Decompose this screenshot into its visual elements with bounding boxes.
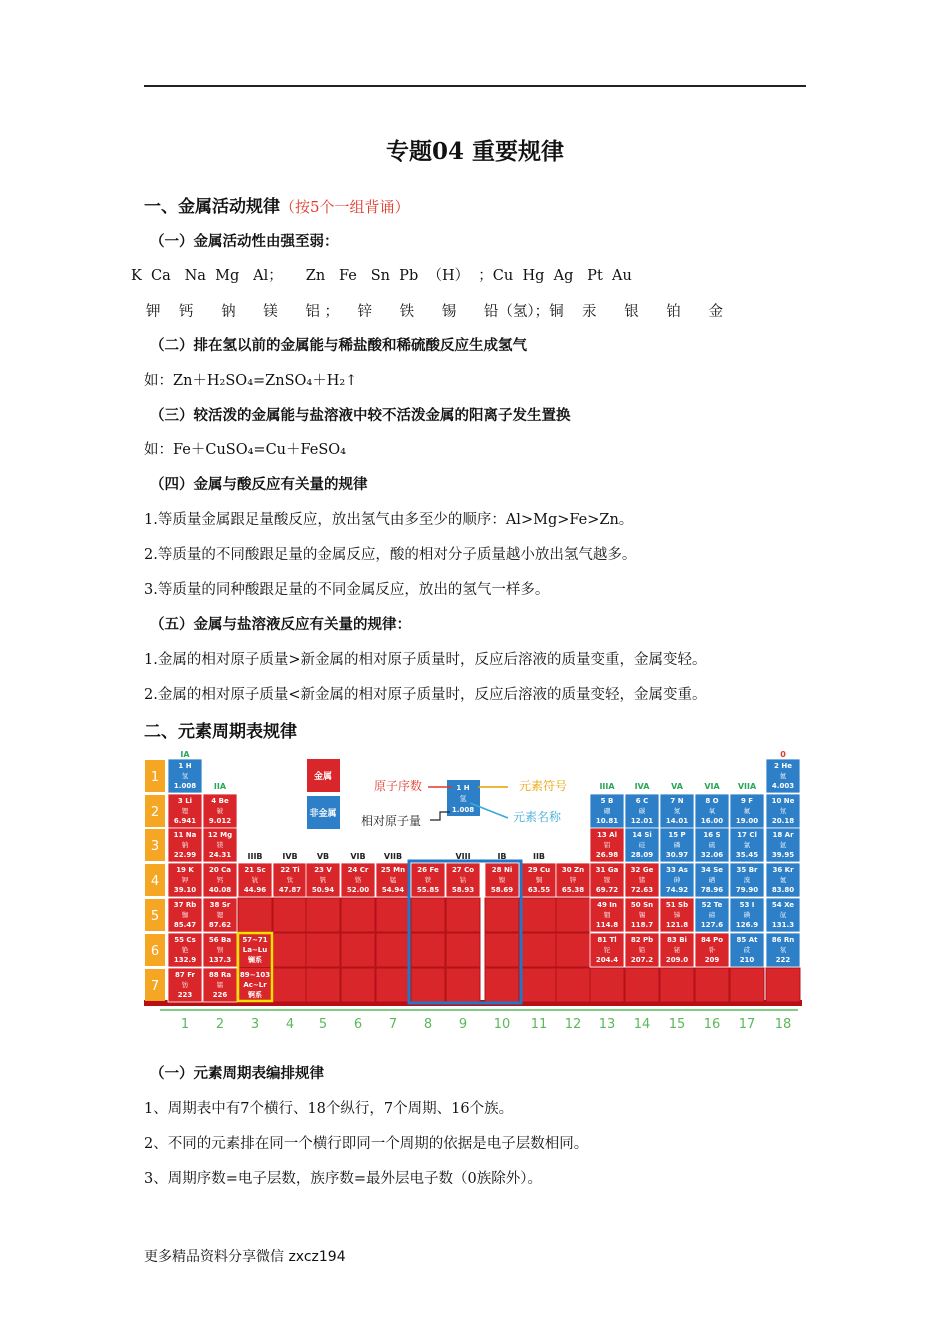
element-symbol: 7 N — [670, 797, 684, 805]
element-name: 硅 — [638, 841, 646, 849]
period-label: 6 — [150, 944, 160, 959]
element-symbol: 51 Sb — [665, 901, 689, 909]
element-mass: 137.3 — [208, 956, 232, 964]
element-symbol: 16 S — [703, 831, 721, 839]
empty-cell — [660, 968, 694, 1002]
column-number: 14 — [633, 1017, 651, 1032]
element-name: 钛 — [286, 876, 294, 884]
element-symbol: 27 Co — [451, 866, 475, 874]
element-mass: 121.8 — [665, 921, 689, 929]
column-number: 1 — [180, 1017, 190, 1032]
column-number: 10 — [493, 1017, 511, 1032]
column-number: 18 — [774, 1017, 792, 1032]
element-name: 镁 — [216, 841, 224, 849]
empty-cell — [341, 933, 375, 967]
period-label: 5 — [150, 909, 160, 924]
period-label: 4 — [150, 874, 160, 889]
column-number: 5 — [318, 1017, 328, 1032]
empty-cell — [625, 968, 659, 1002]
column-number: 6 — [353, 1017, 363, 1032]
element-symbol: 6 C — [635, 797, 649, 805]
column-number: 7 — [388, 1017, 398, 1032]
element-mass: 209 — [704, 956, 720, 964]
element-mass: 204.4 — [595, 956, 619, 964]
element-mass: 44.96 — [243, 886, 267, 894]
empty-cell — [238, 898, 272, 932]
element-mass: 65.38 — [561, 886, 585, 894]
element-mass: 22.99 — [173, 851, 197, 859]
column-number: 16 — [703, 1017, 721, 1032]
column-number: 8 — [423, 1017, 433, 1032]
element-name: 氟 — [743, 807, 751, 815]
subsection-2-1-heading: （一）元素周期表编排规律 — [150, 1065, 324, 1082]
element-mass: 54.94 — [381, 886, 405, 894]
element-mass: 74.92 — [665, 886, 689, 894]
element-symbol: 26 Fe — [417, 866, 439, 874]
element-symbol: 23 V — [314, 866, 332, 874]
empty-cell — [695, 968, 729, 1002]
subsection-4-heading: （四）金属与酸反应有关量的规律 — [150, 476, 368, 493]
element-mass: 35.45 — [735, 851, 759, 859]
empty-cell — [522, 898, 556, 932]
empty-cell — [273, 933, 307, 967]
element-name: 磷 — [673, 841, 681, 849]
column-number: 13 — [598, 1017, 616, 1032]
element-name: 钫 — [181, 981, 189, 989]
element-symbol: 32 Ge — [630, 866, 654, 874]
empty-cell — [766, 968, 800, 1002]
element-name: 铋 — [673, 946, 681, 954]
element-name: 铯 — [181, 946, 189, 954]
empty-cell — [376, 968, 410, 1002]
element-symbol: 20 Ca — [208, 866, 232, 874]
example-1: 如：Zn＋H₂SO₄=ZnSO₄＋H₂↑ — [144, 373, 358, 389]
element-name: 铷 — [181, 911, 189, 919]
group-label: 0 — [780, 750, 786, 759]
element-name: 硒 — [708, 876, 716, 884]
empty-cell — [446, 968, 480, 1002]
empty-cell — [273, 968, 307, 1002]
element-symbol: 4 Be — [211, 797, 229, 805]
column-number: 2 — [215, 1017, 225, 1032]
element-name: 硫 — [708, 841, 716, 849]
element-symbol: 85 At — [736, 936, 758, 944]
element-symbol: 31 Ga — [595, 866, 619, 874]
element-name: 铁 — [424, 876, 432, 884]
empty-cell — [522, 968, 556, 1002]
group-label: IB — [497, 852, 507, 861]
element-mass: 20.18 — [771, 817, 795, 825]
element-name: 氪 — [779, 876, 787, 884]
element-name: 铜 — [535, 876, 543, 884]
empty-cell — [446, 898, 480, 932]
list-item: 2.等质量的不同酸跟足量的金属反应，酸的相对分子质量越小放出氢气越多。 — [144, 547, 637, 563]
page-title: 专题04 重要规律 — [385, 138, 564, 165]
element-symbol: 49 In — [597, 901, 617, 909]
list-item: 2.金属的相对原子质量<新金属的相对原子质量时，反应后溶液的质量变轻，金属变重。 — [144, 687, 707, 703]
empty-cell — [306, 933, 340, 967]
element-mass: 39.10 — [173, 886, 197, 894]
element-symbol: 35 Br — [736, 866, 758, 874]
element-name: 镓 — [603, 876, 611, 884]
element-name: 钙 — [216, 876, 224, 884]
group-label: IIIA — [599, 782, 615, 791]
element-name: 碲 — [708, 911, 716, 919]
element-symbol: 10 Ne — [771, 797, 795, 805]
element-name: 钋 — [708, 946, 716, 954]
element-name: 溴 — [743, 876, 751, 884]
actinide-label: Ac~Lr — [243, 981, 267, 989]
element-name: 锑 — [673, 911, 681, 919]
element-name: 氖 — [779, 807, 787, 815]
group-label: VIII — [455, 852, 471, 861]
list-item: 1.等质量金属跟足量酸反应，放出氢气由多至少的顺序：Al>Mg>Fe>Zn。 — [144, 512, 634, 528]
element-mass: 118.7 — [630, 921, 654, 929]
element-name: 碘 — [743, 911, 751, 919]
empty-cell — [485, 898, 519, 932]
element-symbol: 25 Mn — [380, 866, 406, 874]
column-number: 4 — [285, 1017, 295, 1032]
empty-cell — [556, 968, 590, 1002]
period-label: 3 — [150, 839, 160, 854]
element-name: 氯 — [743, 841, 751, 849]
empty-cell — [411, 898, 445, 932]
element-mass: 58.69 — [490, 886, 514, 894]
element-mass: 58.93 — [451, 886, 475, 894]
element-mass: 210 — [739, 956, 755, 964]
element-symbol: 83 Bi — [667, 936, 687, 944]
list-item: 3.等质量的同种酸跟足量的不同金属反应，放出的氢气一样多。 — [144, 582, 550, 598]
element-mass: 55.85 — [416, 886, 440, 894]
column-number: 11 — [530, 1017, 548, 1032]
element-symbol: 5 B — [600, 797, 614, 805]
element-mass: 32.06 — [700, 851, 724, 859]
empty-cell — [376, 933, 410, 967]
element-mass: 114.8 — [595, 921, 619, 929]
element-name: 氧 — [708, 807, 716, 815]
element-name: 钾 — [181, 876, 189, 884]
empty-cell — [485, 968, 519, 1002]
element-name: 锶 — [216, 911, 224, 919]
element-mass: 223 — [177, 991, 193, 999]
element-symbol: 14 Si — [632, 831, 652, 839]
group-label: IIIB — [247, 852, 263, 861]
group-label: VB — [316, 852, 330, 861]
element-name: 铍 — [216, 807, 224, 815]
element-mass: 30.97 — [665, 851, 689, 859]
section-1-note: （按5个一组背诵） — [280, 198, 410, 216]
element-symbol: 17 Cl — [737, 831, 757, 839]
empty-cell — [273, 898, 307, 932]
legend-name-label: 元素名称 — [512, 810, 562, 824]
element-symbol: 21 Sc — [244, 866, 266, 874]
element-mass: 10.81 — [595, 817, 619, 825]
lanthanide-label: La~Lu — [242, 946, 268, 954]
empty-cell — [556, 933, 590, 967]
column-number: 12 — [564, 1017, 582, 1032]
element-name: 氩 — [779, 841, 787, 849]
element-name: 镍 — [498, 876, 506, 884]
element-name: 镭 — [216, 981, 224, 989]
empty-cell — [341, 898, 375, 932]
element-mass: 6.941 — [173, 817, 197, 825]
element-name: 锗 — [638, 876, 646, 884]
element-name: 锰 — [389, 876, 397, 884]
group-label: IIB — [532, 852, 546, 861]
element-symbol: 12 Mg — [207, 831, 233, 839]
element-mass: 209.0 — [665, 956, 689, 964]
group-label: IVB — [282, 852, 298, 861]
element-symbol: 56 Ba — [208, 936, 232, 944]
element-mass: 14.01 — [665, 817, 689, 825]
subsection-5-heading: （五）金属与盐溶液反应有关量的规律： — [150, 616, 411, 633]
lanthanide-label: 57~71 — [242, 936, 268, 944]
element-symbol: 24 Cr — [347, 866, 369, 874]
subsection-1-heading: （一）金属活动性由强至弱： — [150, 233, 339, 250]
element-mass: 4.003 — [771, 782, 795, 790]
actinide-label: 锕系 — [248, 991, 262, 999]
element-name: 砷 — [673, 876, 681, 884]
group-label: VA — [671, 782, 683, 791]
group-label: VIA — [704, 782, 720, 791]
period-label: 7 — [150, 979, 160, 994]
element-mass: 26.98 — [595, 851, 619, 859]
element-name: 铅 — [638, 946, 646, 954]
element-name: 铊 — [603, 946, 611, 954]
subsection-2-heading: （二）排在氢以前的金属能与稀盐酸和稀硫酸反应生成氢气 — [150, 337, 527, 354]
list-item: 3、周期序数=电子层数，族序数=最外层电子数（0族除外）。 — [144, 1171, 542, 1187]
element-symbol: 38 Sr — [209, 901, 231, 909]
group-label: VIIB — [383, 852, 403, 861]
element-mass: 12.01 — [630, 817, 654, 825]
element-mass: 131.3 — [771, 921, 795, 929]
empty-cell — [485, 933, 519, 967]
legend-sample-name: 氢 — [459, 795, 467, 803]
element-symbol: 28 Ni — [491, 866, 513, 874]
element-name: 铟 — [603, 911, 611, 919]
element-mass: 63.55 — [527, 886, 551, 894]
element-mass: 79.90 — [735, 886, 759, 894]
actinide-label: 89~103 — [239, 971, 271, 979]
empty-cell — [306, 898, 340, 932]
element-symbol: 29 Cu — [527, 866, 551, 874]
element-symbol: 52 Te — [701, 901, 723, 909]
section-2-heading: 二、元素周期表规律 — [144, 722, 297, 742]
legend-atomic-number-label: 原子序数 — [373, 779, 423, 793]
element-symbol: 1 H — [178, 762, 192, 770]
element-name: 锂 — [181, 807, 189, 815]
element-symbol: 36 Kr — [772, 866, 794, 874]
empty-cell — [341, 968, 375, 1002]
element-symbol: 8 O — [705, 797, 719, 805]
empty-cell — [556, 898, 590, 932]
element-symbol: 13 Al — [597, 831, 617, 839]
element-mass: 83.80 — [771, 886, 795, 894]
element-symbol: 2 He — [774, 762, 792, 770]
group-label: IA — [180, 750, 190, 759]
element-mass: 207.2 — [630, 956, 654, 964]
list-item: 1、周期表中有7个横行、18个纵行，7个周期、16个族。 — [144, 1101, 514, 1117]
period-label: 2 — [150, 805, 160, 820]
period-label: 1 — [150, 770, 160, 785]
element-mass: 78.96 — [700, 886, 724, 894]
element-mass: 24.31 — [208, 851, 232, 859]
element-symbol: 88 Ra — [208, 971, 232, 979]
element-mass: 69.72 — [595, 886, 619, 894]
element-name: 氮 — [673, 807, 681, 815]
element-symbol: 84 Po — [700, 936, 724, 944]
empty-cell — [411, 933, 445, 967]
list-item: 1.金属的相对原子质量>新金属的相对原子质量时，反应后溶液的质量变重，金属变轻。 — [144, 652, 707, 668]
element-name: 砹 — [743, 946, 751, 954]
legend-sample-symbol: 1 H — [456, 784, 470, 792]
empty-cell — [446, 933, 480, 967]
element-name: 钪 — [251, 876, 259, 884]
element-mass: 19.00 — [735, 817, 759, 825]
element-symbol: 30 Zn — [561, 866, 585, 874]
element-symbol: 22 Ti — [280, 866, 300, 874]
element-name: 钒 — [319, 876, 327, 884]
element-symbol: 15 P — [668, 831, 686, 839]
legend-symbol-label: 元素符号 — [518, 779, 568, 793]
element-name: 钡 — [216, 946, 224, 954]
element-symbol: 87 Fr — [175, 971, 195, 979]
element-mass: 126.9 — [735, 921, 759, 929]
element-name: 铬 — [354, 876, 362, 884]
element-symbol: 11 Na — [173, 831, 197, 839]
element-name: 铝 — [603, 841, 611, 849]
legend-sample-mass: 1.008 — [451, 806, 475, 814]
element-mass: 72.63 — [630, 886, 654, 894]
lanthanide-label: 镧系 — [248, 956, 262, 964]
column-number: 15 — [668, 1017, 686, 1032]
element-mass: 52.00 — [346, 886, 370, 894]
metal-symbols: K Ca Na Mg Al； Zn Fe Sn Pb （H） ；Cu Hg Ag Pt Au — [131, 268, 632, 284]
element-mass: 47.87 — [278, 886, 302, 894]
empty-cell — [411, 968, 445, 1002]
element-symbol: 37 Rb — [173, 901, 197, 909]
element-name: 钴 — [459, 876, 467, 884]
column-number: 9 — [458, 1017, 468, 1032]
element-symbol: 86 Rn — [771, 936, 795, 944]
element-name: 锌 — [569, 876, 577, 884]
element-name: 钠 — [181, 841, 189, 849]
element-symbol: 55 Cs — [174, 936, 196, 944]
element-symbol: 53 I — [739, 901, 755, 909]
element-mass: 127.6 — [700, 921, 724, 929]
element-name: 氦 — [779, 772, 787, 780]
element-symbol: 82 Pb — [630, 936, 654, 944]
legend-mass-label: 相对原子量 — [360, 814, 422, 828]
element-symbol: 18 Ar — [772, 831, 794, 839]
element-symbol: 54 Xe — [771, 901, 795, 909]
element-mass: 132.9 — [173, 956, 197, 964]
group-label: VIIA — [737, 782, 757, 791]
empty-cell — [730, 968, 764, 1002]
legend-nonmetal-label: 非金属 — [309, 809, 337, 819]
element-name: 氢 — [181, 772, 189, 780]
element-mass: 9.012 — [208, 817, 232, 825]
empty-cell — [376, 898, 410, 932]
empty-cell — [522, 933, 556, 967]
element-mass: 16.00 — [700, 817, 724, 825]
element-mass: 28.09 — [630, 851, 654, 859]
element-symbol: 33 As — [666, 866, 688, 874]
element-symbol: 81 Tl — [597, 936, 617, 944]
column-number: 3 — [250, 1017, 260, 1032]
empty-cell — [590, 968, 624, 1002]
group-label: IIA — [213, 782, 227, 791]
empty-cell — [306, 968, 340, 1002]
element-mass: 226 — [212, 991, 228, 999]
element-name: 氡 — [779, 946, 787, 954]
element-mass: 39.95 — [771, 851, 795, 859]
group-label: IVA — [634, 782, 650, 791]
element-symbol: 50 Sn — [630, 901, 654, 909]
element-name: 硼 — [603, 807, 611, 815]
element-symbol: 34 Se — [701, 866, 723, 874]
list-item: 2、不同的元素排在同一个横行即同一个周期的依据是电子层数相同。 — [144, 1136, 589, 1152]
example-2: 如：Fe＋CuSO₄=Cu＋FeSO₄ — [144, 442, 346, 458]
footer-text: 更多精品资料分享微信 zxcz194 — [144, 1249, 346, 1265]
element-mass: 40.08 — [208, 886, 232, 894]
element-symbol: 9 F — [740, 797, 754, 805]
element-mass: 1.008 — [173, 782, 197, 790]
element-name: 锡 — [638, 911, 646, 919]
group-label: VIB — [350, 852, 366, 861]
element-mass: 87.62 — [208, 921, 232, 929]
metal-names: 钾 钙 钠 镁 铝 ； 锌 铁 锡 铅（氢）；铜 汞 银 铂 金 — [146, 304, 724, 320]
column-number: 17 — [738, 1017, 756, 1032]
element-symbol: 19 K — [176, 866, 194, 874]
element-mass: 50.94 — [311, 886, 335, 894]
element-name: 碳 — [638, 807, 646, 815]
subsection-3-heading: （三）较活泼的金属能与盐溶液中较不活泼金属的阳离子发生置换 — [150, 407, 571, 424]
legend-metal-label: 金属 — [313, 772, 333, 782]
element-mass: 85.47 — [173, 921, 197, 929]
element-symbol: 3 Li — [177, 797, 193, 805]
element-name: 氙 — [779, 911, 787, 919]
section-1-title: 一、金属活动规律 — [144, 197, 280, 217]
element-mass: 222 — [775, 956, 791, 964]
